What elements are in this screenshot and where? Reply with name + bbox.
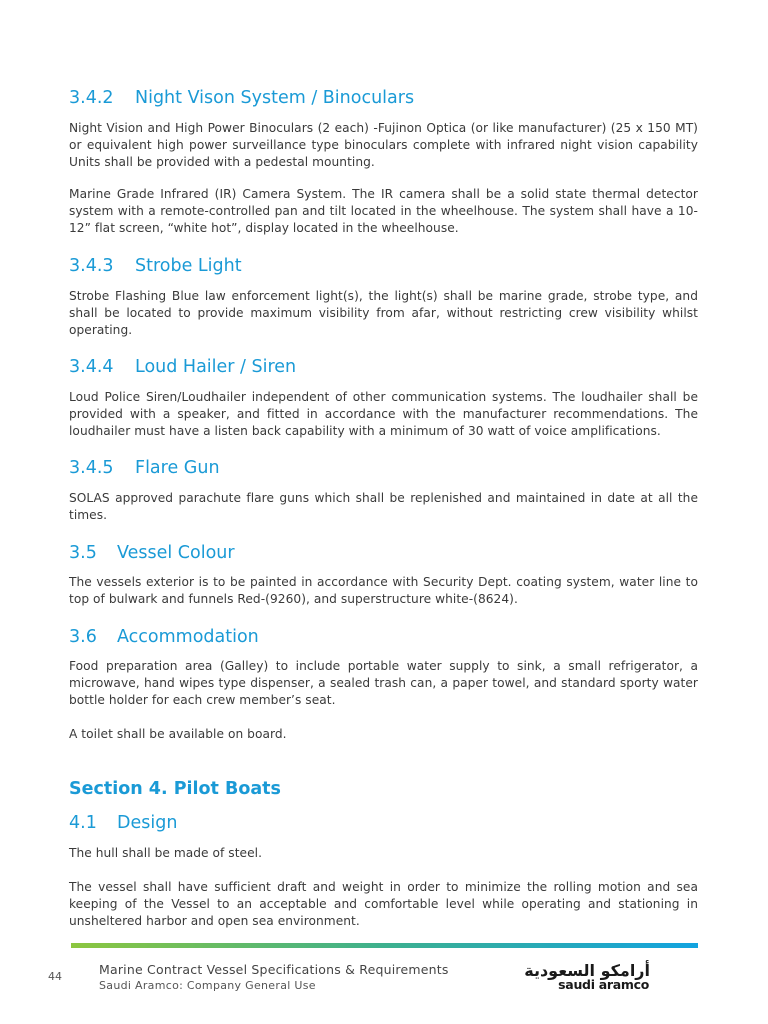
heading-title: Strobe Light [135,256,242,276]
paragraph: A toilet shall be available on board. [69,727,287,741]
paragraph: The hull shall be made of steel. [69,846,262,860]
heading-title: Vessel Colour [117,543,235,563]
heading-3-4-4 [69,353,296,381]
paragraph: Marine Grade Infrared (IR) Camera System. The IR camera shall be a solid state thermal detector system with a remote-controlled pan and tilt located in the wheelhouse. The system shall have a 10-12” flat screen, “white hot”, display located in the wheelhouse. [69,187,698,235]
paragraph: Food preparation area (Galley) to include portable water supply to sink, a small refrigerator, a microwave, hand wipes type dispenser, a sealed trash can, a paper towel, and standard sporty water bottle holder for each crew member’s seat. [69,659,698,707]
paragraph: SOLAS approved parachute flare guns which shall be replenished and maintained in date at all the times. [69,491,698,522]
paragraph: Strobe Flashing Blue law enforcement light(s), the light(s) shall be marine grade, strobe type, and shall be located to provide maximum visibility from afar, without restricting crew visibility whilst operating. [69,289,698,337]
saudi-aramco-logo [524,961,650,992]
heading-number: 3.4.2 [69,88,114,108]
heading-number: 4.1 [69,813,97,833]
heading-3-4-5 [69,454,220,482]
heading-3-5 [69,539,235,567]
heading-number: 3.5 [69,543,97,563]
heading-4-1 [69,809,177,837]
heading-title: Loud Hailer / Siren [135,357,297,377]
heading-number: 3.4.3 [69,256,114,276]
footer-classification: Saudi Aramco: Company General Use [99,979,316,992]
heading-title: Night Vison System / Binoculars [135,88,415,108]
footer-divider [71,943,698,948]
paragraph: The vessel shall have sufficient draft and weight in order to minimize the rolling motion and sea keeping of the Vessel to an acceptable and comfortable level while operating and stationing in unsheltered harbor and open sea environment. [69,880,698,928]
heading-number: 3.4.5 [69,458,114,478]
heading-3-4-2 [69,84,414,112]
heading-title: Design [117,813,178,833]
heading-number: 3.6 [69,627,97,647]
heading-3-6 [69,623,259,651]
page-number: 44 [48,970,62,983]
heading-title: Accommodation [117,627,259,647]
logo-arabic-text: أرامكو السعودية [524,961,650,980]
paragraph: The vessels exterior is to be painted in accordance with Security Dept. coating system, water line to top of bulwark and funnels Red-(9260), and superstructure white-(8624). [69,575,698,606]
heading-number: 3.4.4 [69,357,114,377]
section-4-heading: Section 4. Pilot Boats [69,779,281,799]
paragraph: Loud Police Siren/Loudhailer independent of other communication systems. The loudhailer shall be provided with a speaker, and fitted in accordance with the manufacturer recommendations. The loudhailer must have a listen back capability with a minimum of 30 watt of voice amplifications. [69,390,698,438]
paragraph: Night Vision and High Power Binoculars (2 each) -Fujinon Optica (or like manufacturer) (25 x 150 MT) or equivalent high power surveillance type binoculars complete with infrared night vision capability Units shall be provided with a pedestal mounting. [69,121,698,169]
heading-title: Flare Gun [135,458,220,478]
footer-document-title: Marine Contract Vessel Specifications & Requirements [99,962,449,977]
heading-3-4-3 [69,252,242,280]
logo-english-text: saudi aramco [558,977,649,992]
